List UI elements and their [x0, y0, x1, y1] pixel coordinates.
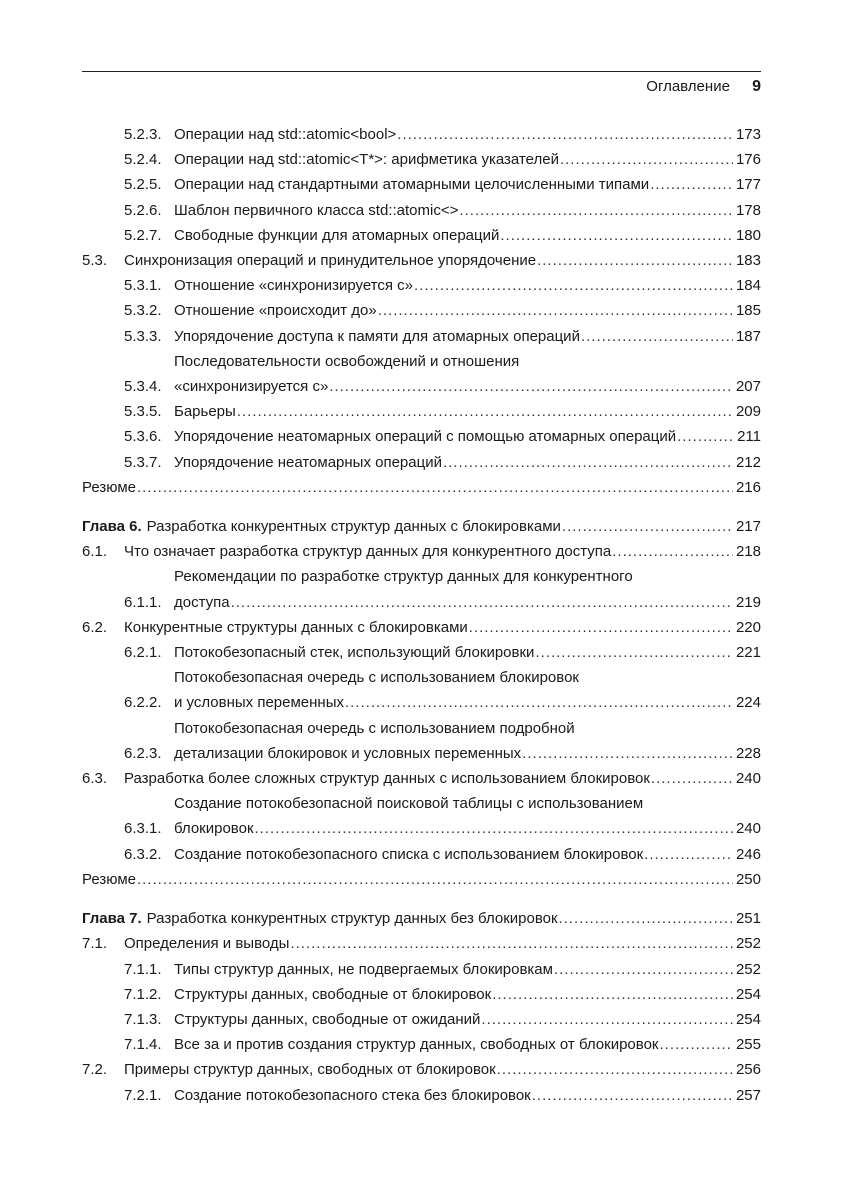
toc-entry-text: Упорядочение неатомарных операций с помощью атомарных операций: [174, 428, 677, 446]
toc-entry-text: Отношение «происходит до»: [174, 302, 377, 320]
toc-entry-title: [174, 640, 534, 665]
toc-entry-text: Упорядочение доступа к памяти для атомарных операций: [174, 327, 580, 345]
dot-leader: [644, 842, 733, 867]
toc-entry-text: Разработка конкурентных структур данных с блокировками: [146, 518, 561, 536]
dot-leader: [612, 539, 733, 564]
dot-leader: [677, 424, 734, 449]
toc-entry-line: [174, 147, 761, 172]
toc-entry[interactable]: [82, 615, 761, 640]
toc-entry-line: [174, 1032, 761, 1057]
chapter-gap: [82, 892, 761, 906]
toc-entry-title: Создание потокобезопасной поисковой таблицы с использованием: [174, 795, 644, 813]
toc-entry-continuation: [174, 374, 761, 399]
toc-page-number: 219: [735, 593, 761, 611]
toc-entry[interactable]: [82, 957, 761, 982]
toc-entry-number: 5.3.5.: [124, 403, 162, 421]
toc-entry[interactable]: [82, 1007, 761, 1032]
toc-entry-title: Потокобезопасная очередь с использованием блокировок: [174, 669, 579, 687]
toc-entry-line: [174, 298, 761, 323]
toc-chapter-entry[interactable]: [82, 906, 761, 931]
toc-entry-text: Что означает разработка структур данных для конкурентного доступа: [124, 543, 612, 561]
toc-page-number: 173: [735, 126, 761, 143]
toc-entry-number: 5.3.6.: [124, 428, 162, 446]
toc-entry[interactable]: [82, 223, 761, 248]
toc-entry-title: [82, 514, 561, 539]
dot-leader: [651, 766, 733, 791]
toc-entry-title: [124, 766, 650, 791]
toc-entry-body: [174, 172, 761, 197]
toc-entry-line: [174, 324, 761, 349]
dot-leader: [500, 223, 733, 248]
toc-entry-body: [82, 475, 761, 500]
toc-entry-title: [124, 248, 536, 273]
toc-page-number: 207: [735, 378, 761, 396]
dot-leader: [345, 690, 733, 715]
toc-entry[interactable]: [82, 1057, 761, 1082]
toc-entry-title: [82, 475, 136, 500]
toc-entry-title: [82, 906, 558, 931]
toc-summary-entry[interactable]: [82, 867, 761, 892]
toc-entry-line: [174, 982, 761, 1007]
toc-entry-text: Отношение «синхронизируется с»: [174, 277, 414, 295]
toc-entry-number: 6.2.: [82, 618, 108, 636]
toc-entry-title: [174, 298, 377, 323]
toc-entry[interactable]: [82, 248, 761, 273]
toc-entry-text: Конкурентные структуры данных с блокировками: [124, 618, 468, 636]
toc-entry-continuation: [174, 590, 761, 615]
dot-leader: [290, 931, 733, 956]
toc-entry-number: 5.3.: [82, 252, 108, 270]
toc-entry-number: 5.3.1.: [124, 277, 162, 295]
toc-entry-body: [174, 1007, 761, 1032]
toc-entry-number: 7.1.2.: [124, 985, 162, 1003]
toc-page-number: 220: [735, 618, 761, 636]
dot-leader: [554, 957, 733, 982]
toc-page-number: 218: [735, 543, 761, 561]
toc-entry-body: [174, 564, 761, 614]
toc-entry-line: [124, 248, 761, 273]
toc-entry[interactable]: [82, 424, 761, 449]
toc-entry-text: Синхронизация операций и принудительное упорядочение: [124, 252, 537, 270]
toc-entry-text: Операции над std::atomic<T*>: арифметика указателей: [174, 151, 559, 169]
toc-entry-line: [82, 906, 761, 931]
dot-leader: [443, 450, 733, 475]
toc-entry-number: 7.2.: [82, 1061, 108, 1079]
toc-entry-number: 7.2.1.: [124, 1086, 162, 1104]
toc-entry[interactable]: [82, 766, 761, 791]
toc-entry-number: 7.1.1.: [124, 960, 162, 978]
table-of-contents: [82, 122, 761, 1108]
toc-entry-title: [174, 198, 458, 223]
toc-entry-title: [174, 399, 236, 424]
toc-entry-title: [174, 324, 580, 349]
toc-entry-title: [82, 867, 136, 892]
toc-entry-text: Структуры данных, свободные от ожиданий: [174, 1010, 481, 1028]
toc-entry-title: Потокобезопасная очередь с использованием подробной: [174, 719, 575, 737]
running-header: [646, 78, 761, 96]
toc-entry[interactable]: [82, 791, 761, 841]
toc-page-number: 211: [737, 428, 761, 446]
toc-page-number: 254: [735, 1010, 761, 1028]
toc-entry-number: 6.1.1.: [124, 593, 162, 611]
toc-entry-body: [174, 450, 761, 475]
dot-leader: [137, 475, 733, 500]
toc-entry-body: [82, 906, 761, 931]
chapter-label: Глава 6.: [82, 518, 142, 536]
chapter-gap: [82, 500, 761, 514]
toc-page-number: 252: [735, 935, 761, 953]
toc-entry-title: [174, 957, 553, 982]
toc-entry-line: [174, 223, 761, 248]
dot-leader: [459, 198, 733, 223]
toc-entry-text: Создание потокобезопасного списка с использованием блокировок: [174, 845, 644, 863]
toc-entry-title: Последовательности освобождений и отношения: [174, 352, 520, 370]
dot-leader: [659, 1032, 732, 1057]
toc-entry-line: [174, 1083, 761, 1108]
toc-entry[interactable]: [82, 982, 761, 1007]
dot-leader: [469, 615, 733, 640]
toc-entry-text: Разработка более сложных структур данных с использованием блокировок: [124, 770, 650, 788]
toc-entry-title: [174, 172, 649, 197]
toc-page-number: 255: [735, 1036, 761, 1054]
toc-page-number: 224: [735, 694, 761, 712]
toc-entry-body: [174, 147, 761, 172]
toc-page-number: 187: [735, 327, 761, 345]
running-header-title: Оглавление: [646, 78, 730, 95]
toc-entry-title: [174, 424, 676, 449]
toc-page-number: 177: [735, 176, 761, 194]
toc-entry-number: 6.2.3.: [124, 744, 162, 762]
toc-page-number: 240: [735, 770, 761, 788]
toc-entry-body: [174, 298, 761, 323]
toc-entry-title: [124, 931, 289, 956]
toc-entry-number: 7.1.: [82, 935, 108, 953]
toc-entry[interactable]: [82, 665, 761, 715]
toc-entry-line: [174, 1007, 761, 1032]
toc-entry-text: Шаблон первичного класса std::atomic<>: [174, 201, 459, 219]
toc-entry-text: Свободные функции для атомарных операций: [174, 226, 500, 244]
toc-entry-body: [174, 640, 761, 665]
dot-leader: [492, 982, 733, 1007]
toc-entry-continuation: [174, 741, 761, 766]
toc-entry-number: 7.1.3.: [124, 1010, 162, 1028]
toc-entry-line: [174, 957, 761, 982]
toc-entry-body: [174, 424, 761, 449]
toc-entry-body: [174, 842, 761, 867]
toc-summary-entry[interactable]: [82, 475, 761, 500]
toc-entry[interactable]: [82, 172, 761, 197]
toc-entry-number: 6.3.: [82, 770, 108, 788]
toc-entry-text: Резюме: [82, 478, 136, 496]
toc-entry-title: [124, 1057, 496, 1082]
dot-leader: [562, 514, 733, 539]
toc-entry[interactable]: [82, 1032, 761, 1057]
toc-entry-text: Типы структур данных, не подвергаемых блокировкам: [174, 960, 553, 978]
toc-entry[interactable]: [82, 842, 761, 867]
toc-page-number: 250: [735, 870, 761, 888]
toc-entry[interactable]: [82, 640, 761, 665]
toc-entry[interactable]: [82, 716, 761, 766]
toc-entry-body: [174, 324, 761, 349]
toc-entry-title: [174, 1083, 531, 1108]
toc-entry[interactable]: [82, 539, 761, 564]
toc-entry-body: [124, 615, 761, 640]
toc-entry-title: [174, 842, 643, 867]
toc-entry-body: [174, 349, 761, 399]
toc-entry-body: [174, 223, 761, 248]
toc-entry[interactable]: [82, 1083, 761, 1108]
toc-entry-number: 5.3.2.: [124, 302, 162, 320]
toc-entry-text: Упорядочение неатомарных операций: [174, 453, 442, 471]
dot-leader: [559, 906, 733, 931]
toc-entry-number: 6.2.1.: [124, 644, 162, 662]
toc-entry-line: [174, 122, 761, 147]
toc-entry-body: [174, 399, 761, 424]
dot-leader: [414, 273, 733, 298]
dot-leader: [378, 298, 733, 323]
toc-entry-line: [82, 514, 761, 539]
toc-page-number: 252: [735, 960, 761, 978]
toc-entry-line: [124, 766, 761, 791]
toc-page-number: 246: [735, 845, 761, 863]
toc-entry-number: 6.3.1.: [124, 820, 162, 838]
dot-leader: [522, 741, 733, 766]
toc-page-number: 185: [735, 302, 761, 320]
toc-page-number: 212: [735, 453, 761, 471]
toc-entry-title: [174, 982, 491, 1007]
toc-entry-body: [174, 665, 761, 715]
toc-page-number: 257: [735, 1086, 761, 1104]
toc-entry-number: 6.1.: [82, 543, 108, 561]
toc-entry-number: 5.3.3.: [124, 327, 162, 345]
toc-entry-body: [124, 539, 761, 564]
toc-entry-line: [174, 172, 761, 197]
toc-entry-text: Примеры структур данных, свободных от блокировок: [124, 1061, 496, 1079]
toc-entry[interactable]: [82, 564, 761, 614]
toc-entry-body: [174, 1083, 761, 1108]
toc-entry-line: [174, 424, 761, 449]
toc-entry-body: [174, 273, 761, 298]
toc-entry-text: Операции над std::atomic<bool>: [174, 126, 397, 143]
toc-page-number: 176: [735, 151, 761, 169]
toc-entry[interactable]: [82, 349, 761, 399]
toc-entry-title: [174, 122, 396, 147]
dot-leader: [137, 867, 733, 892]
toc-page-number: 254: [735, 985, 761, 1003]
toc-entry-line: [82, 867, 761, 892]
toc-page-number: 178: [735, 201, 761, 219]
toc-entry[interactable]: [82, 399, 761, 424]
dot-leader: [532, 1083, 733, 1108]
toc-entry-body: [124, 1057, 761, 1082]
toc-entry-text: Потокобезопасный стек, использующий блокировки: [174, 644, 535, 662]
toc-entry-body: [174, 122, 761, 147]
toc-entry-body: [82, 514, 761, 539]
toc-chapter-entry[interactable]: [82, 514, 761, 539]
dot-leader: [329, 374, 733, 399]
toc-entry-title-line2: «синхронизируется с»: [174, 378, 329, 396]
toc-entry-continuation: [174, 816, 761, 841]
toc-entry[interactable]: [82, 273, 761, 298]
toc-entry-text: Разработка конкурентных структур данных без блокировок: [146, 910, 558, 928]
chapter-label: Глава 7.: [82, 910, 142, 928]
toc-entry-line: [174, 842, 761, 867]
dot-leader: [397, 122, 733, 147]
toc-entry-text: Барьеры: [174, 403, 236, 421]
toc-entry-body: [124, 248, 761, 273]
dot-leader: [650, 172, 733, 197]
toc-entry[interactable]: [82, 931, 761, 956]
toc-entry-number: 5.2.4.: [124, 151, 162, 169]
toc-entry-text: Резюме: [82, 870, 136, 888]
toc-entry-text: Операции над стандартными атомарными целочисленными типами: [174, 176, 650, 194]
toc-entry-title-line2: блокировок: [174, 820, 254, 838]
toc-entry-title: [124, 615, 468, 640]
toc-page-number: 209: [735, 403, 761, 421]
toc-entry-continuation: [174, 690, 761, 715]
toc-entry-title-line2: доступа: [174, 593, 230, 611]
toc-page-number: 216: [735, 478, 761, 496]
toc-entry-title: [124, 539, 611, 564]
header-rule: [82, 71, 761, 72]
toc-entry[interactable]: [82, 298, 761, 323]
toc-entry-title-line2: детализации блокировок и условных переменных: [174, 744, 522, 762]
toc-entry-title: [174, 450, 442, 475]
toc-entry-text: Определения и выводы: [124, 935, 290, 953]
toc-entry-body: [174, 1032, 761, 1057]
toc-entry-body: [174, 198, 761, 223]
dot-leader: [255, 816, 733, 841]
toc-entry[interactable]: [82, 324, 761, 349]
toc-entry-text: Создание потокобезопасного стека без блокировок: [174, 1086, 531, 1104]
toc-page-number: 184: [735, 277, 761, 295]
toc-entry-line: [124, 931, 761, 956]
toc-page-number: 183: [735, 252, 761, 270]
toc-entry-text: Все за и против создания структур данных, свободных от блокировок: [174, 1036, 659, 1054]
toc-entry-text: Структуры данных, свободные от блокировок: [174, 985, 492, 1003]
dot-leader: [481, 1007, 733, 1032]
toc-entry-body: [174, 791, 761, 841]
toc-entry[interactable]: [82, 147, 761, 172]
toc-entry-line: [124, 615, 761, 640]
toc-entry-number: 5.2.5.: [124, 176, 162, 194]
toc-entry-body: [124, 766, 761, 791]
toc-entry-number: 7.1.4.: [124, 1036, 162, 1054]
toc-entry-number: 5.2.6.: [124, 201, 162, 219]
page-number: 9: [752, 78, 761, 95]
toc-entry-title: [174, 273, 413, 298]
toc-entry-number: 5.3.7.: [124, 453, 162, 471]
toc-entry-number: 5.2.7.: [124, 226, 162, 244]
toc-page-number: 217: [735, 518, 761, 536]
dot-leader: [237, 399, 733, 424]
toc-entry-title-line2: и условных переменных: [174, 694, 344, 712]
toc-entry-line: [124, 1057, 761, 1082]
toc-entry[interactable]: [82, 122, 761, 147]
toc-page-number: 228: [735, 744, 761, 762]
toc-entry-line: [174, 450, 761, 475]
toc-entry-body: [124, 931, 761, 956]
dot-leader: [560, 147, 733, 172]
toc-entry-body: [82, 867, 761, 892]
toc-entry-line: [174, 640, 761, 665]
toc-entry[interactable]: [82, 198, 761, 223]
toc-entry-title: [174, 1007, 480, 1032]
dot-leader: [535, 640, 733, 665]
toc-entry-title: [174, 223, 499, 248]
toc-entry-body: [174, 957, 761, 982]
toc-entry-line: [174, 273, 761, 298]
toc-entry-number: 5.3.4.: [124, 378, 162, 396]
toc-page-number: 251: [735, 910, 761, 928]
toc-entry-title: [174, 147, 559, 172]
toc-page-number: 221: [735, 644, 761, 662]
toc-entry-number: 6.2.2.: [124, 694, 162, 712]
toc-entry[interactable]: [82, 450, 761, 475]
toc-entry-number: 5.2.3.: [124, 126, 162, 143]
dot-leader: [231, 590, 733, 615]
dot-leader: [537, 248, 733, 273]
dot-leader: [581, 324, 733, 349]
toc-page-number: 180: [735, 226, 761, 244]
toc-entry-title: [174, 1032, 658, 1057]
toc-page-number: 240: [735, 820, 761, 838]
dot-leader: [497, 1057, 733, 1082]
toc-page-number: 256: [735, 1061, 761, 1079]
toc-entry-line: [174, 399, 761, 424]
toc-entry-body: [174, 716, 761, 766]
toc-entry-line: [82, 475, 761, 500]
toc-entry-number: 6.3.2.: [124, 845, 162, 863]
toc-entry-body: [174, 982, 761, 1007]
toc-entry-line: [124, 539, 761, 564]
toc-entry-line: [174, 198, 761, 223]
toc-entry-title: Рекомендации по разработке структур данных для конкурентного: [174, 568, 633, 586]
